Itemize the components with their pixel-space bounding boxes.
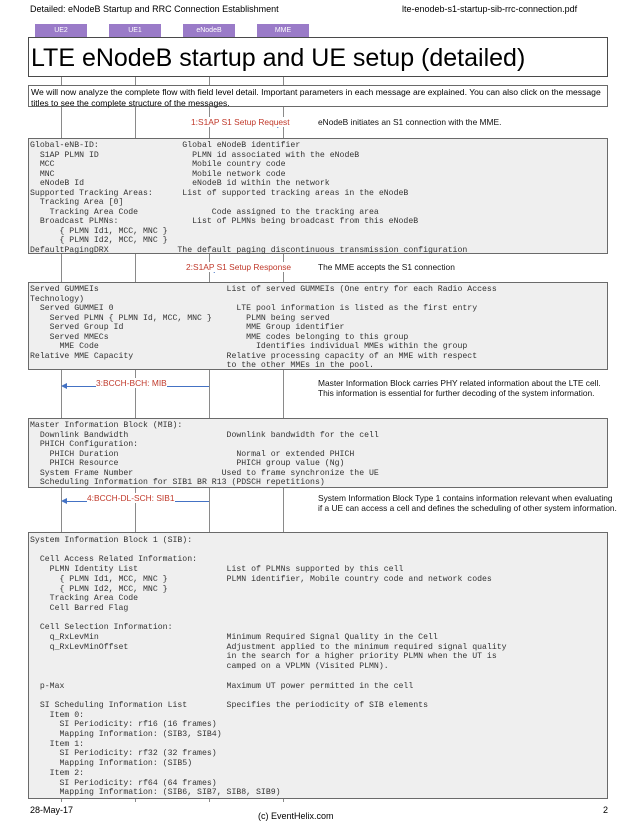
message-4-field-11: q_RxLevMinOffset Adjustment applied to the minimum required signal quality [30, 642, 507, 652]
message-4-field-5: { PLMN Id2, MCC, MNC } [30, 584, 168, 594]
message-4-arrowhead [61, 498, 67, 504]
lifeline-badge-ue1: UE1 [109, 24, 161, 37]
message-4-link[interactable]: 4:BCCH-DL-SCH: SIB1 [87, 493, 175, 503]
message-4-field-6: Tracking Area Code [30, 594, 139, 604]
message-2-field-1: Technology) [30, 294, 85, 304]
intro-text: We will now analyze the complete flow with field level detail. Important parameters in each message are explained. You can also click on the message titles to see the complete structure of the messages. [28, 85, 608, 107]
message-4-field-22: SI Periodicity: rf32 (32 frames) [30, 749, 217, 759]
message-4-field-17: SI Scheduling Information List Specifies the periodicity of SIB elements [30, 700, 428, 710]
message-1-details [28, 138, 608, 254]
lifeline-badge-mme: MME [257, 24, 309, 37]
message-3-field-6: Scheduling Information for SIB1 BR R13 (PDSCH repetitions) [30, 478, 325, 487]
message-2-field-5: Served MMECs MME codes belonging to this group [30, 332, 409, 342]
message-2-details [28, 282, 608, 370]
message-1-field-5: Supported Tracking Areas: List of supported tracking areas in the eNodeB [30, 188, 409, 198]
message-3-field-3: PHICH Duration Normal or extended PHICH [30, 449, 355, 459]
message-3-field-4: PHICH Resource PHICH group value (Ng) [30, 459, 345, 468]
message-1-field-0: Global-eNB-ID: Global eNodeB identifier [30, 141, 301, 150]
message-1-field-8: Broadcast PLMNs: List of PLMNs being broadcast from this eNodeB [30, 217, 419, 226]
message-4-field-0: System Information Block 1 (SIB): [30, 536, 193, 545]
message-2-field-3: Served PLMN { PLMN Id, MCC, MNC } PLMN being served [30, 313, 330, 323]
message-3-field-1: Downlink Bandwidth Downlink bandwidth for the cell [30, 430, 379, 440]
message-3-field-5: System Frame Number Used to frame synchronize the UE [30, 468, 379, 478]
message-1-field-4: eNodeB Id eNodeB id within the network [30, 179, 330, 188]
message-2-field-2: Served GUMMEI 0 LTE pool information is listed as the first entry [30, 304, 478, 313]
message-1-field-7: Tracking Area Code Code assigned to the tracking area [30, 207, 379, 217]
message-3-details [28, 418, 608, 488]
message-4-field-26: Mapping Information: (SIB6, SIB7, SIB8, SIB9) [30, 788, 281, 798]
message-4-field-24: Item 2: [30, 768, 85, 778]
document-header-title: Detailed: eNodeB Startup and RRC Connection Establishment [30, 4, 279, 14]
message-4-field-7: Cell Barred Flag [30, 603, 129, 613]
message-2-link[interactable]: 2:S1AP S1 Setup Response [186, 262, 292, 272]
message-3-note: Master Information Block carries PHY related information about the LTE cell. This information is essential for further decoding of the system information. [318, 378, 601, 398]
message-4-field-21: Item 1: [30, 739, 85, 749]
message-2-field-8: to the other MMEs in the pool. [30, 361, 374, 370]
message-1-field-10: { PLMN Id2, MCC, MNC } [30, 236, 168, 245]
message-4-field-20: Mapping Information: (SIB3, SIB4) [30, 730, 222, 739]
document-filename: lte-enodeb-s1-startup-sib-rrc-connection.pdf [402, 4, 578, 14]
message-4-field-25: SI Periodicity: rf64 (64 frames) [30, 778, 217, 788]
message-1-field-9: { PLMN Id1, MCC, MNC } [30, 226, 168, 236]
message-4-field-12: in the search for a higher priority PLMN when the UT is [30, 652, 497, 662]
message-4-note: System Information Block Type 1 contains information relevant when evaluating if a UE can access a cell and defines the scheduling of other system information. [318, 493, 617, 513]
message-4-field-15: p-Max Maximum UT power permitted in the cell [30, 681, 414, 691]
lifeline-badge-ue2: UE2 [35, 24, 87, 37]
message-3-field-2: PHICH Configuration: [30, 440, 139, 449]
message-1-field-6: Tracking Area [0] [30, 198, 124, 207]
message-4-field-3: PLMN Identity List List of PLMNs supported by this cell [30, 565, 404, 575]
message-4-field-4: { PLMN Id1, MCC, MNC } PLMN identifier, Mobile country code and network codes [30, 574, 492, 584]
message-2-field-4: Served Group Id MME Group identifier [30, 323, 345, 332]
footer-page-number: 2 [603, 805, 609, 815]
message-4-field-10: q_RxLevMin Minimum Required Signal Quality in the Cell [30, 633, 438, 642]
message-2-field-6: MME Code Identifies individual MMEs within the group [30, 342, 468, 351]
lifeline-badge-enodeb: eNodeB [183, 24, 235, 37]
message-2-field-0: Served GUMMEIs List of served GUMMEIs (One entry for each Radio Access [30, 285, 497, 294]
page-title: LTE eNodeB startup and UE setup (detailed) [28, 37, 608, 77]
message-3-field-0: Master Information Block (MIB): [30, 421, 183, 430]
footer-date: 28-May-17 [30, 805, 74, 815]
message-4-field-13: camped on a VPLMN (Visited PLMN). [30, 662, 389, 672]
message-3-link[interactable]: 3:BCCH-BCH: MIB [96, 378, 167, 388]
message-4-details [28, 532, 608, 799]
message-4-field-18: Item 0: [30, 710, 85, 720]
message-4-field-2: Cell Access Related Information: [30, 555, 198, 565]
message-1-field-1: S1AP PLMN ID PLMN id associated with the eNodeB [30, 150, 360, 160]
message-4-field-23: Mapping Information: (SIB5) [30, 759, 193, 769]
message-4-field-9: Cell Selection Information: [30, 623, 173, 633]
message-1-field-3: MNC Mobile network code [30, 169, 286, 179]
message-1-note: eNodeB initiates an S1 connection with the MME. [318, 117, 502, 127]
message-3-arrowhead [61, 383, 67, 389]
footer-copyright: (c) EventHelix.com [258, 811, 334, 821]
message-1-link[interactable]: 1:S1AP S1 Setup Request [191, 117, 290, 127]
message-2-note: The MME accepts the S1 connection [318, 262, 455, 272]
message-2-field-7: Relative MME Capacity Relative processing capacity of an MME with respect [30, 351, 478, 361]
message-4-field-19: SI Periodicity: rf16 (16 frames) [30, 720, 217, 730]
message-1-field-2: MCC Mobile country code [30, 160, 286, 169]
message-1-field-11: DefaultPagingDRX The default paging discontinuous transmission configuration [30, 245, 468, 255]
